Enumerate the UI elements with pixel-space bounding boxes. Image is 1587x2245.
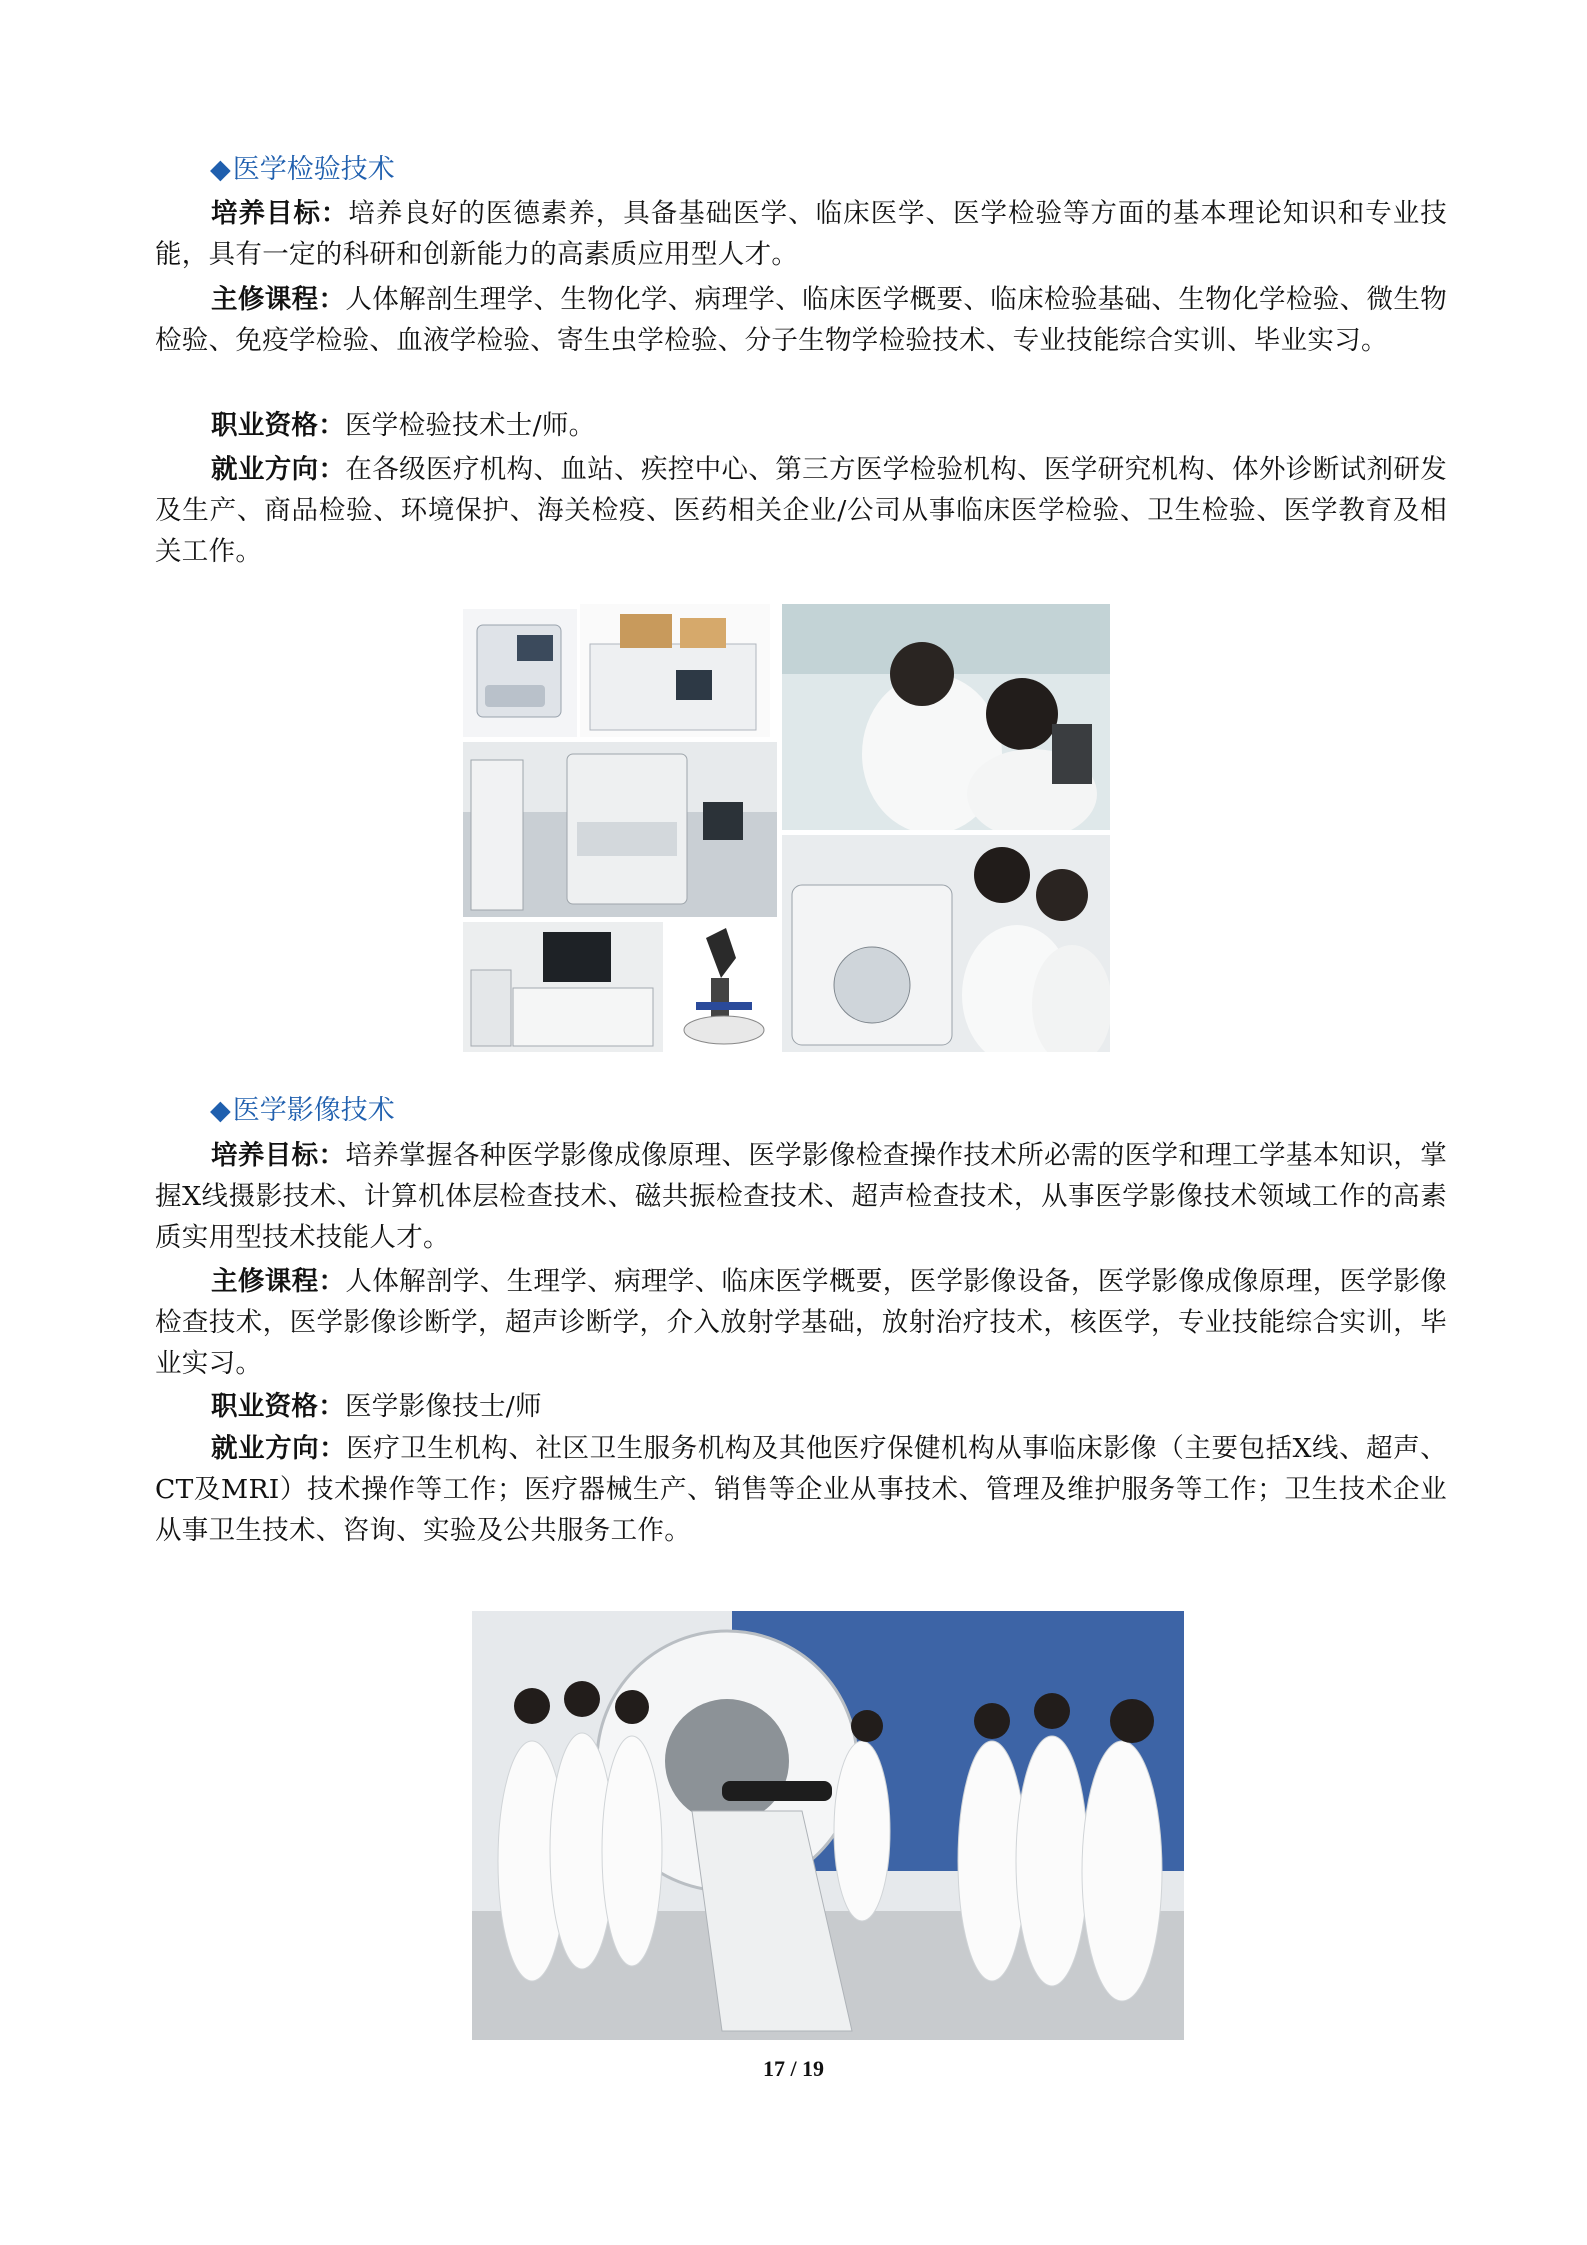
section-title-lab: ◆医学检验技术 bbox=[210, 154, 395, 185]
photo-students-microscope-1 bbox=[782, 604, 1110, 830]
photo-biochem-analyzer bbox=[580, 604, 770, 737]
paragraph-career: 就业方向：医疗卫生机构、社区卫生服务机构及其他医疗保健机构从事临床影像（主要包括X线、超声、CT及MRI）技术操作等工作；医疗器械生产、销售等企业从事技术、管理及维护服务等工作；卫生技术企业从事卫生技术、咨询、实验及公共服务工作。 bbox=[155, 1433, 1447, 1546]
photo-microscope bbox=[666, 918, 777, 1052]
paragraph-main-courses: 主修课程：人体解剖学、生理学、病理学、临床医学概要，医学影像设备，医学影像成像原理，医学影像检查技术，医学影像诊断学，超声诊断学，介入放射学基础，放射治疗技术，核医学，专业技能综合实训，毕业实习。 bbox=[155, 1266, 1447, 1379]
section-title-imaging: ◆医学影像技术 bbox=[210, 1095, 395, 1126]
page-number: 17 / 19 bbox=[762, 2056, 825, 2081]
paragraph-qualification: 职业资格：医学检验技术士/师。 bbox=[211, 410, 596, 441]
photo-lab-equipment bbox=[463, 742, 777, 917]
paragraph-main-courses: 主修课程：人体解剖生理学、生物化学、病理学、临床医学概要、临床检验基础、生物化学检验、微生物检验、免疫学检验、血液学检验、寄生虫学检验、分子生物学检验技术、专业技能综合实训、毕业实习。 bbox=[155, 284, 1447, 356]
diamond-bullet-icon: ◆ bbox=[210, 1095, 231, 1126]
paragraph-training-goal: 培养目标：培养掌握各种医学影像成像原理、医学影像检查操作技术所必需的医学和理工学基本知识，掌握X线摄影技术、计算机体层检查技术、磁共振检查技术、超声检查技术，从事医学影像技术领域工作的高素质实用型技术技能人才。 bbox=[155, 1140, 1447, 1253]
paragraph-qualification: 职业资格：医学影像技士/师 bbox=[211, 1391, 542, 1422]
photo-blood-analyzer bbox=[463, 609, 577, 737]
photo-students-analyzer-2 bbox=[782, 835, 1110, 1052]
photo-ct-scanner-students bbox=[472, 1611, 1184, 2040]
paragraph-career: 就业方向：在各级医疗机构、血站、疾控中心、第三方医学检验机构、医学研究机构、体外诊断试剂研发及生产、商品检验、环境保护、海关检疫、医药相关企业/公司从事临床医学检验、卫生检验、医学教育及相关工作。 bbox=[155, 454, 1447, 567]
photo-analyzer-with-monitor bbox=[463, 922, 663, 1052]
diamond-bullet-icon: ◆ bbox=[210, 154, 231, 185]
paragraph-training-goal: 培养目标：培养良好的医德素养，具备基础医学、临床医学、医学检验等方面的基本理论知识和专业技能，具有一定的科研和创新能力的高素质应用型人才。 bbox=[155, 198, 1448, 270]
